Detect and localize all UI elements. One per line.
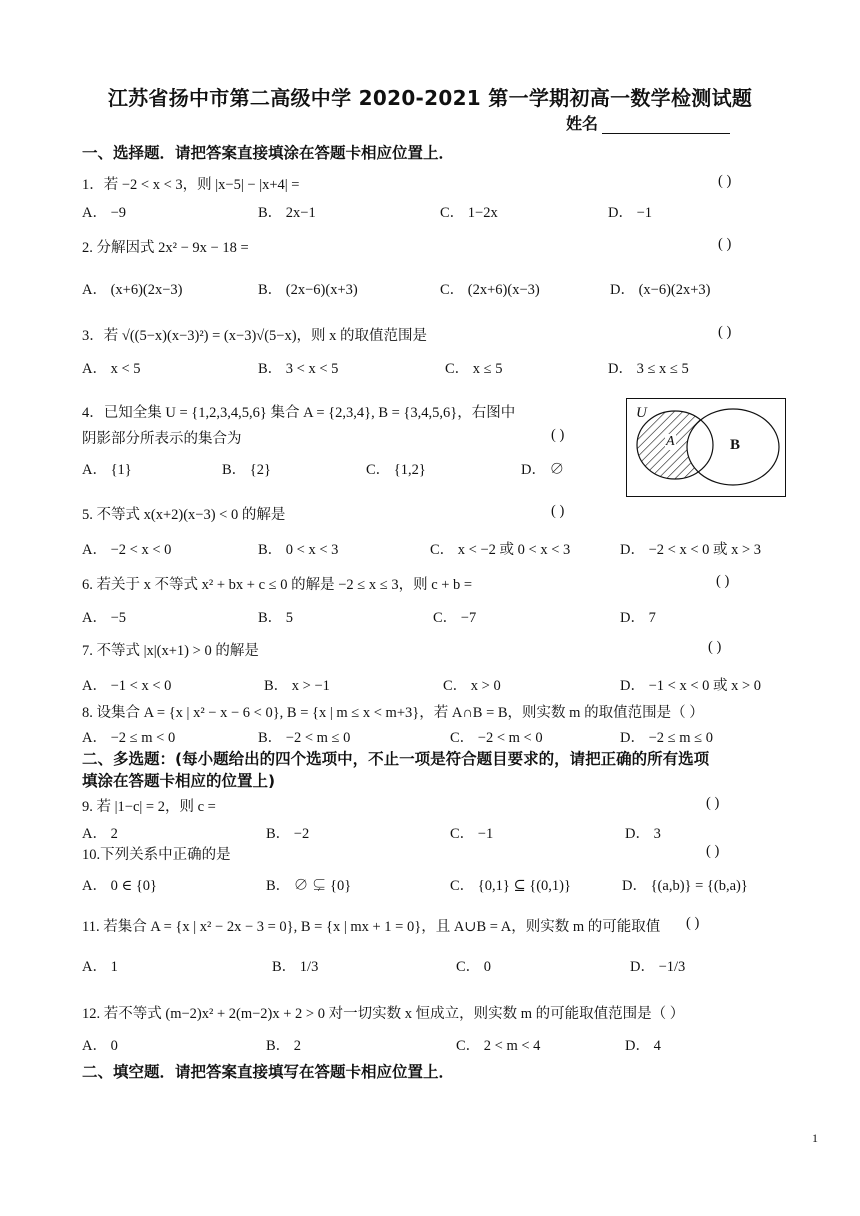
q12-opt-b: B． 2 — [266, 1038, 302, 1054]
q8-opt-b: B． −2 < m ≤ 0 — [258, 730, 351, 746]
question-11-stem: 11. 若集合 A = {x | x² − 2x − 3 = 0}, B = {x | mx + 1 = 0}，且 A∪B = A，则实数 m 的可能取值 — [82, 919, 661, 935]
page-number: 1 — [812, 1131, 818, 1145]
question-3-stem: 3．若 √((5−x)(x−3)²) = (x−3)√(5−x)，则 x 的取值范围是 — [82, 328, 428, 344]
q1-opt-c: C． 1−2x — [440, 205, 498, 221]
q7-opt-c: C． x > 0 — [443, 678, 501, 694]
q6-opt-d: D． 7 — [620, 610, 656, 626]
q2-opt-d: D． (x−6)(2x+3) — [610, 282, 711, 298]
answer-paren-11: ( ) — [686, 915, 700, 931]
name-label: 姓名 — [566, 114, 599, 133]
answer-paren-6: ( ) — [716, 573, 730, 589]
venn-label-a: A — [666, 434, 675, 449]
section-multi-heading: 二、多选题：(每小题给出的四个选项中，不止一项是符合题目要求的，请把正确的所有选项 — [82, 750, 710, 768]
answer-paren-2: ( ) — [718, 236, 732, 252]
q3-opt-d: D． 3 ≤ x ≤ 5 — [608, 361, 689, 377]
q10-opt-c: C． {0,1} ⊆ {(0,1)} — [450, 878, 571, 894]
q3-opt-a: A． x < 5 — [82, 361, 141, 377]
q7-opt-d: D． −1 < x < 0 或 x > 0 — [620, 678, 762, 694]
q4-opt-b: B． {2} — [222, 462, 271, 478]
question-5-stem: 5. 不等式 x(x+2)(x−3) < 0 的解是 — [82, 507, 286, 523]
q8-opt-d: D． −2 ≤ m ≤ 0 — [620, 730, 713, 746]
question-4-stem: 4．已知全集 U = {1,2,3,4,5,6} 集合 A = {2,3,4}, B = {3,4,5,6}，右图中 — [82, 405, 516, 421]
section-choice-text: 一、选择题．请把答案直接填涂在答题卡相应位置上． — [82, 144, 455, 162]
q12-opt-d: D． 4 — [625, 1038, 661, 1054]
q12-opt-a: A． 0 — [82, 1038, 118, 1054]
q3-opt-b: B． 3 < x < 5 — [258, 361, 339, 377]
page-title: 江苏省扬中市第二高级中学 2020-2021 第一学期初高一数学检测试题 — [107, 86, 753, 110]
q6-opt-b: B． 5 — [258, 610, 294, 626]
q2-opt-a: A． (x+6)(2x−3) — [82, 282, 183, 298]
question-9-stem: 9. 若 |1−c| = 2，则 c = — [82, 799, 216, 815]
q9-opt-b: B． −2 — [266, 826, 310, 842]
q1-opt-a: A． −9 — [82, 205, 127, 221]
q10-opt-d: D． {(a,b)} = {(b,a)} — [622, 878, 748, 894]
section-choice-heading — [82, 141, 454, 163]
q11-opt-d: D． −1/3 — [630, 959, 686, 975]
venn-diagram — [626, 398, 786, 497]
answer-paren-1: ( ) — [718, 173, 732, 189]
q5-opt-b: B． 0 < x < 3 — [258, 542, 339, 558]
q10-opt-a: A． 0 ∈ {0} — [82, 878, 157, 894]
question-10-stem: 10.下列关系中正确的是 — [82, 847, 231, 863]
answer-paren-5: ( ) — [551, 503, 565, 519]
q5-opt-d: D． −2 < x < 0 或 x > 3 — [620, 542, 762, 558]
q4-opt-a: A． {1} — [82, 462, 132, 478]
answer-paren-9: ( ) — [706, 795, 720, 811]
q4-opt-c: C． {1,2} — [366, 462, 426, 478]
q12-opt-c: C． 2 < m < 4 — [456, 1038, 541, 1054]
question-4-stem-cont: 阴影部分所表示的集合为 — [82, 431, 242, 447]
q10-opt-b: B． ∅ ⊊ {0} — [266, 878, 352, 894]
q1-opt-d: D． −1 — [608, 205, 653, 221]
q5-opt-a: A． −2 < x < 0 — [82, 542, 172, 558]
name-blank[interactable] — [602, 119, 730, 134]
question-2-stem: 2. 分解因式 2x² − 9x − 18 = — [82, 240, 249, 256]
q4-opt-d: D． ∅ — [521, 462, 565, 478]
answer-paren-7: ( ) — [708, 639, 722, 655]
answer-paren-4: ( ) — [551, 427, 565, 443]
section-multi-heading-cont: 填涂在答题卡相应的位置上) — [82, 772, 276, 790]
q6-opt-c: C． −7 — [433, 610, 477, 626]
q2-opt-b: B． (2x−6)(x+3) — [258, 282, 358, 298]
q11-opt-a: A． 1 — [82, 959, 118, 975]
venn-label-b: B — [730, 437, 741, 453]
q7-opt-b: B． x > −1 — [264, 678, 330, 694]
section-fill-heading: 二、填空题．请把答案直接填写在答题卡相应位置上． — [82, 1063, 455, 1081]
question-1-stem: 1．若 −2 < x < 3，则 |x−5| − |x+4| = — [82, 177, 300, 193]
question-7-stem: 7. 不等式 |x|(x+1) > 0 的解是 — [82, 643, 259, 659]
q2-opt-c: C． (2x+6)(x−3) — [440, 282, 540, 298]
question-8-stem: 8. 设集合 A = {x | x² − x − 6 < 0}, B = {x | m ≤ x < m+3}，若 A∩B = B，则实数 m 的取值范围是（ ） — [82, 705, 704, 721]
venn-svg — [627, 399, 785, 496]
q8-opt-c: C． −2 < m < 0 — [450, 730, 543, 746]
name-field — [566, 111, 730, 134]
q9-opt-d: D． 3 — [625, 826, 661, 842]
q9-opt-a: A． 2 — [82, 826, 118, 842]
q7-opt-a: A． −1 < x < 0 — [82, 678, 172, 694]
q5-opt-c: C． x < −2 或 0 < x < 3 — [430, 542, 571, 558]
question-12-stem: 12. 若不等式 (m−2)x² + 2(m−2)x + 2 > 0 对一切实数 x 恒成立，则实数 m 的可能取值范围是（ ） — [82, 1006, 685, 1022]
q9-opt-c: C． −1 — [450, 826, 494, 842]
q3-opt-c: C． x ≤ 5 — [445, 361, 503, 377]
answer-paren-3: ( ) — [718, 324, 732, 340]
q11-opt-b: B． 1/3 — [272, 959, 319, 975]
question-6-stem: 6. 若关于 x 不等式 x² + bx + c ≤ 0 的解是 −2 ≤ x ≤ 3，则 c + b = — [82, 577, 473, 593]
q8-opt-a: A． −2 ≤ m < 0 — [82, 730, 176, 746]
answer-paren-10: ( ) — [706, 843, 720, 859]
q11-opt-c: C． 0 — [456, 959, 492, 975]
q6-opt-a: A． −5 — [82, 610, 127, 626]
venn-label-u: U — [636, 405, 647, 421]
q1-opt-b: B． 2x−1 — [258, 205, 316, 221]
